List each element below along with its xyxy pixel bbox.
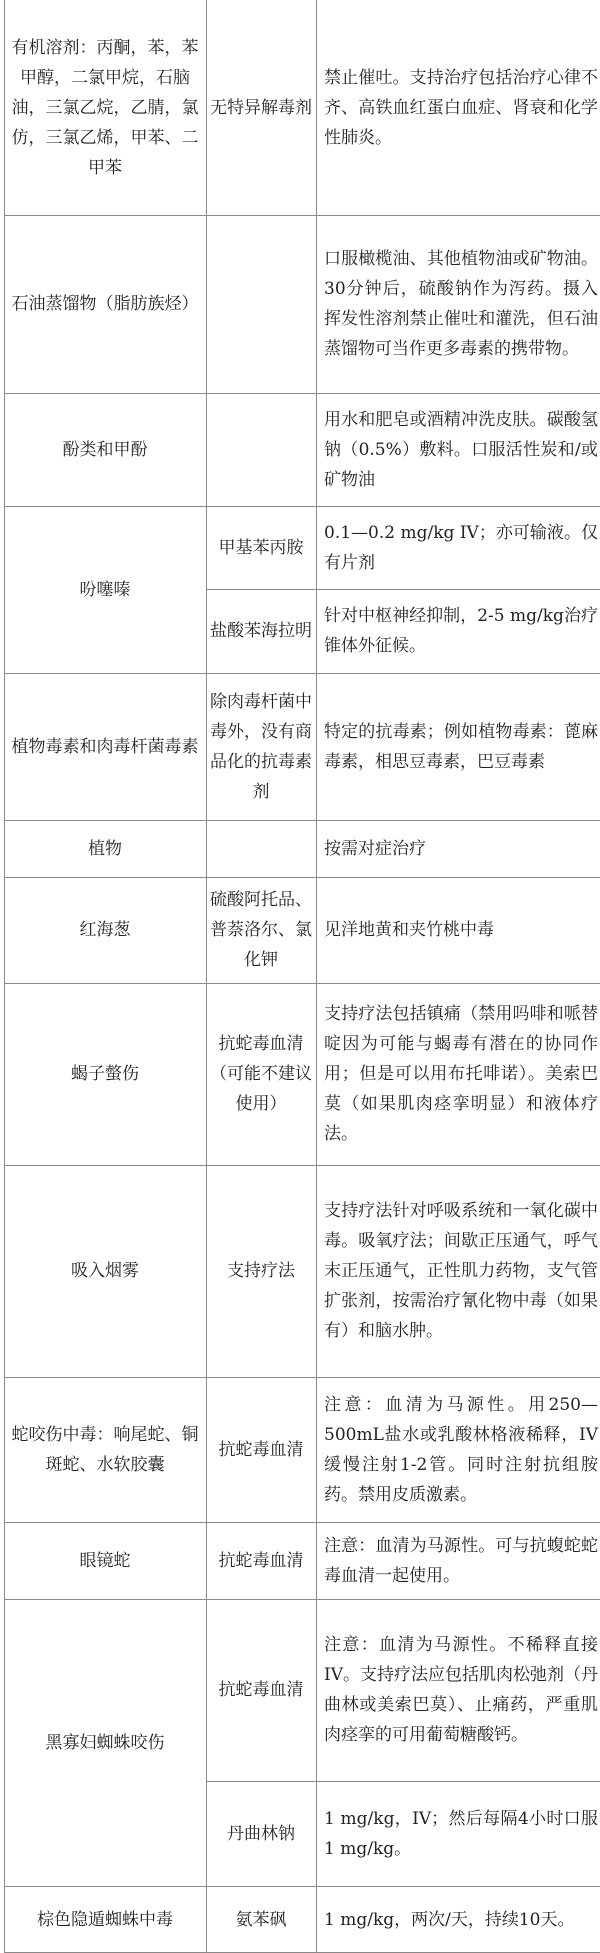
- table-cell-treatment: 1 mg/kg，IV；然后每隔4小时口服1 mg/kg。: [324, 1808, 598, 1859]
- table-cell-antidote: 抗蛇毒血清: [218, 1439, 304, 1460]
- row-divider: [4, 506, 600, 507]
- table-cell-treatment: 0.1—0.2 mg/kg IV；亦可输液。仅有片剂: [324, 522, 598, 573]
- row-divider: [4, 1165, 600, 1166]
- table-cell-treatment: 按需对症治疗: [324, 838, 426, 859]
- row-divider: [4, 1886, 600, 1887]
- table-cell-antidote: [206, 215, 316, 393]
- table-cell-antidote: 支持疗法: [227, 1261, 295, 1281]
- table-cell-toxin: 有机溶剂：丙酮，苯，苯甲醇，二氯甲烷，石脑油，三氯乙烷，乙腈，氯仿，三氯乙烯，甲苯、二甲苯: [11, 37, 199, 178]
- table-cell-treatment: 1 mg/kg，两次/天，持续10天。: [324, 1909, 575, 1930]
- row-divider: [4, 1522, 600, 1523]
- treatment-table: [4, 0, 600, 1953]
- table-cell-toxin: 酚类和甲酚: [62, 439, 148, 460]
- table-cell-antidote: 盐酸苯海拉明: [210, 621, 312, 641]
- table-cell-toxin: 棕色隐遁蜘蛛中毒: [37, 1909, 173, 1930]
- row-divider: [4, 1599, 600, 1600]
- table-cell-treatment: 用水和肥皂或酒精冲洗皮肤。碳酸氢钠（0.5%）敷料。口服活性炭和/或矿物油: [324, 409, 598, 490]
- table-cell-treatment: 见洋地黄和夹竹桃中毒: [324, 920, 494, 940]
- table-cell-treatment: 口服橄榄油、其他植物油或矿物油。30分钟后，硫酸钠作为泻药。摄入挥发性溶剂禁止催吐和灌洗，但石油蒸馏物可当作更多毒素的携带物。: [324, 249, 598, 359]
- table-cell-antidote: 抗蛇毒血清（可能不建议使用）: [210, 1034, 312, 1114]
- table-cell-toxin: 植物毒素和肉毒杆菌毒素: [11, 736, 199, 757]
- table-cell-toxin: 眼镜蛇: [79, 1550, 131, 1571]
- table-cell-antidote: 抗蛇毒血清: [218, 1550, 304, 1571]
- row-divider: [4, 983, 600, 984]
- table-cell-toxin: 蝎子螫伤: [71, 1064, 139, 1084]
- table-cell-treatment: 特定的抗毒素；例如植物毒素：蓖麻毒素，相思豆毒素，巴豆毒素: [324, 721, 598, 772]
- row-divider: [4, 673, 600, 674]
- column-divider: [316, 0, 317, 1953]
- table-cell-antidote: 无特异解毒剂: [210, 97, 312, 118]
- table-cell-antidote: [206, 820, 316, 877]
- table-cell-toxin: 吩噻嗪: [79, 579, 131, 600]
- column-divider: [4, 0, 5, 1953]
- row-divider: [206, 589, 600, 590]
- table-cell-toxin: 吸入烟雾: [71, 1261, 139, 1281]
- row-divider: [4, 820, 600, 821]
- row-divider: [4, 1377, 600, 1378]
- row-divider: [206, 1781, 600, 1782]
- table-cell-toxin: 黑寡妇蜘蛛咬伤: [45, 1732, 165, 1753]
- table-cell-toxin: 蛇咬伤中毒：响尾蛇、铜斑蛇、水软胶囊: [11, 1424, 199, 1475]
- table-cell-treatment: 支持疗法针对呼吸系统和一氧化碳中毒。吸氧疗法；间歇正压通气，呼气末正压通气，正性肌力药物，支气管扩张剂，按需治疗氰化物中毒（如果有）和脑水肿。: [324, 1201, 598, 1341]
- table-cell-antidote: [206, 393, 316, 506]
- row-divider: [4, 877, 600, 878]
- table-cell-toxin: 石油蒸馏物（脂肪族烃）: [11, 294, 199, 314]
- table-cell-toxin: 红海葱: [79, 920, 131, 940]
- table-cell-treatment: 注意：血清为马源性。可与抗蝮蛇蛇毒血清一起使用。: [324, 1535, 598, 1586]
- table-cell-treatment: 注意：血清为马源性。用250—500mL盐水或乳酸林格液稀释，IV缓慢注射1-2管。同时注射抗组胺药。禁用皮质激素。: [324, 1394, 598, 1505]
- table-cell-treatment: 注意：血清为马源性。不稀释直接IV。支持疗法应包括肌肉松弛剂（丹曲林或美索巴莫）、止痛药，严重肌肉痉挛的可用葡萄糖酸钙。: [324, 1635, 598, 1745]
- row-divider: [4, 215, 600, 216]
- table-cell-toxin: 植物: [88, 838, 122, 859]
- table-cell-antidote: 抗蛇毒血清: [218, 1680, 304, 1700]
- table-cell-antidote: 氨苯砜: [235, 1909, 287, 1930]
- column-divider: [206, 0, 207, 1953]
- row-divider: [4, 393, 600, 394]
- table-cell-antidote: 除肉毒杆菌中毒外，没有商品化的抗毒素剂: [210, 691, 312, 802]
- table-cell-treatment: 针对中枢神经抑制，2-5 mg/kg治疗锥体外征候。: [324, 606, 598, 656]
- table-cell-treatment: 禁止催吐。支持治疗包括治疗心律不齐、高铁血红蛋白血症、肾衰和化学性肺炎。: [324, 67, 598, 148]
- table-cell-treatment: 支持疗法包括镇痛（禁用吗啡和哌替啶因为可能与蝎毒有潜在的协同作用；但是可以用布托啡诺）。美索巴莫（如果肌肉痉挛明显）和液体疗法。: [324, 1004, 598, 1144]
- table-cell-antidote: 甲基苯丙胺: [218, 537, 304, 558]
- table-cell-antidote: 硫酸阿托品、普萘洛尔、氯化钾: [210, 890, 312, 970]
- table-cell-antidote: 丹曲林钠: [227, 1823, 295, 1844]
